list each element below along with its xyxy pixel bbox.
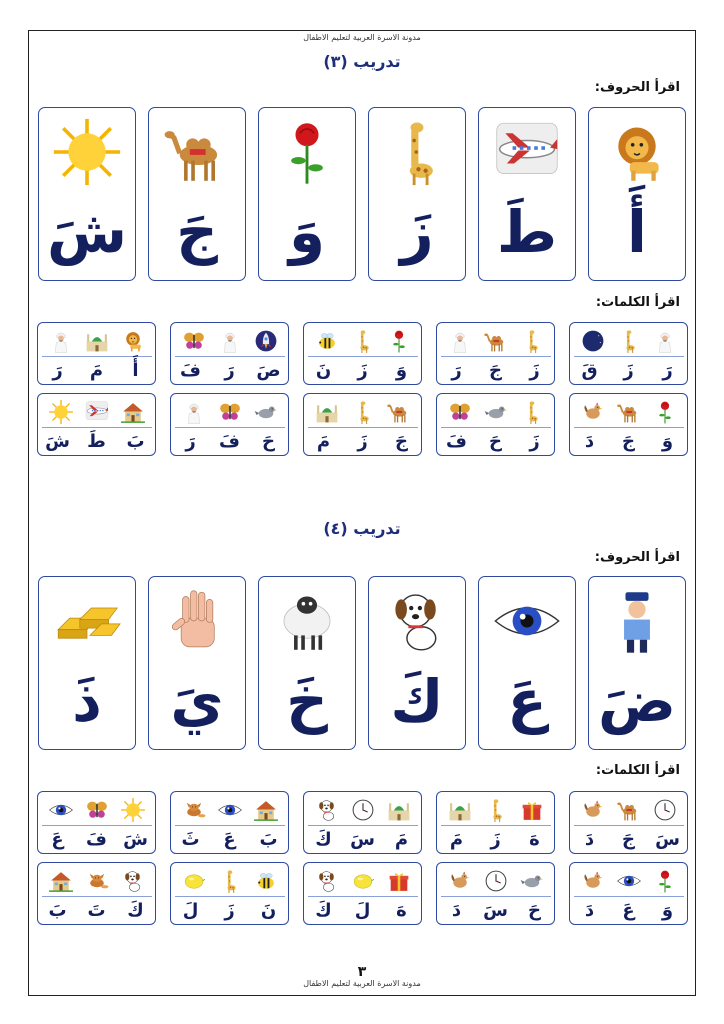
exercise-4-letters-label: اقرأ الحروف: bbox=[594, 550, 680, 565]
bee-icon bbox=[319, 333, 335, 348]
word-card-letter: زَ bbox=[529, 430, 540, 452]
rose-icon bbox=[659, 871, 670, 893]
word-card bbox=[436, 791, 555, 854]
word-card-pictures bbox=[44, 868, 150, 894]
letter-card-picture bbox=[378, 116, 456, 188]
butterfly-icon bbox=[220, 404, 240, 420]
fox-icon bbox=[90, 874, 109, 889]
sun-icon bbox=[121, 798, 145, 822]
pigeon-icon bbox=[521, 876, 543, 888]
word-card-letters bbox=[437, 428, 554, 454]
letter-card bbox=[368, 107, 466, 281]
word-card-picture-strip bbox=[576, 399, 682, 425]
word-card-letter: هَ bbox=[529, 828, 540, 850]
footer-note: مدونة الاسرة العربية لتعليم الاطفال bbox=[303, 979, 421, 988]
pigeon-icon bbox=[255, 407, 277, 419]
camel-icon bbox=[158, 116, 236, 188]
word-card-picture-strip bbox=[443, 399, 549, 425]
word-card-picture-strip bbox=[44, 797, 150, 823]
word-card-letter: بَ bbox=[48, 899, 67, 921]
word-card-pictures bbox=[576, 328, 682, 354]
word-card-letter: لَ bbox=[354, 899, 371, 921]
rose-icon bbox=[268, 116, 346, 188]
exercise-4-words-label: اقرأ الكلمات: bbox=[595, 763, 680, 778]
word-card-letter: مَ bbox=[316, 430, 331, 452]
word-card-letters bbox=[38, 826, 155, 852]
word-card-letter: زَ bbox=[224, 899, 235, 921]
word-card-letter: نَ bbox=[315, 359, 332, 381]
word-card-letters bbox=[437, 357, 554, 383]
word-card-letter: كَ bbox=[315, 828, 332, 850]
sun-icon bbox=[48, 116, 126, 188]
word-card-picture-strip bbox=[177, 328, 283, 354]
police-officer-icon bbox=[598, 585, 676, 657]
clock-icon bbox=[353, 800, 373, 820]
word-card-letters bbox=[304, 826, 421, 852]
letter-card bbox=[38, 576, 136, 750]
letter-card-letter: طَ bbox=[496, 198, 558, 266]
letter-card-letter: وَ bbox=[288, 198, 326, 266]
mosque-icon bbox=[317, 405, 338, 422]
letter-card-picture bbox=[598, 585, 676, 657]
word-card-letter: زَ bbox=[623, 359, 634, 381]
word-card bbox=[303, 393, 422, 456]
letter-card bbox=[368, 576, 466, 750]
exercise-4-letter-cards bbox=[38, 576, 688, 750]
lemon-icon bbox=[185, 875, 205, 889]
word-card bbox=[303, 322, 422, 385]
word-card-letter: جَ bbox=[622, 828, 635, 850]
word-card-pictures bbox=[310, 399, 416, 425]
letter-card bbox=[258, 576, 356, 750]
word-card-letter: وَ bbox=[661, 899, 674, 921]
exercise-3-word-cards bbox=[38, 322, 688, 456]
word-card-letter: نَ bbox=[260, 899, 277, 921]
lion-icon bbox=[598, 116, 676, 188]
eye-icon bbox=[219, 805, 242, 815]
word-card-picture-strip bbox=[177, 868, 283, 894]
giraffe-icon bbox=[360, 401, 368, 424]
word-card-pictures bbox=[44, 399, 150, 425]
word-card-letter: بَ bbox=[259, 828, 278, 850]
airplane-icon bbox=[488, 116, 566, 188]
word-card-letter: طَ bbox=[87, 430, 106, 452]
word-card bbox=[170, 322, 289, 385]
word-card bbox=[37, 791, 156, 854]
butterfly-icon bbox=[450, 404, 470, 420]
dog-icon bbox=[319, 872, 334, 892]
letter-card-picture bbox=[158, 116, 236, 188]
word-card-letter: صَ bbox=[256, 359, 281, 381]
word-card-letter: وَ bbox=[395, 359, 408, 381]
word-card-picture-strip bbox=[177, 797, 283, 823]
giraffe-icon bbox=[626, 330, 634, 353]
letter-card-picture bbox=[598, 116, 676, 188]
word-card bbox=[303, 791, 422, 854]
gift-icon bbox=[523, 802, 542, 820]
word-card-letter: سَ bbox=[483, 899, 508, 921]
letter-card-picture bbox=[48, 116, 126, 188]
clock-icon bbox=[486, 871, 506, 891]
word-card-letter: بَ bbox=[126, 430, 145, 452]
giraffe-icon bbox=[378, 116, 456, 188]
word-card bbox=[37, 393, 156, 456]
word-card-pictures bbox=[443, 399, 549, 425]
word-card-pictures bbox=[177, 797, 283, 823]
word-card bbox=[170, 862, 289, 925]
word-card-letter: كَ bbox=[127, 899, 144, 921]
word-card-letters bbox=[171, 897, 288, 923]
word-card-pictures bbox=[177, 868, 283, 894]
dog-icon bbox=[378, 585, 456, 657]
mosque-icon bbox=[389, 803, 410, 820]
word-card-letter: أَ bbox=[132, 359, 139, 381]
word-card-picture-strip bbox=[443, 868, 549, 894]
word-card-letter: قَ bbox=[581, 359, 598, 381]
word-card-letters bbox=[570, 357, 687, 383]
exercise-3-title: تدريب (٣) bbox=[323, 52, 401, 71]
word-card-letter: تَ bbox=[87, 899, 106, 921]
camel-icon bbox=[617, 404, 636, 422]
mosque-icon bbox=[450, 803, 471, 820]
word-card-letter: دَ bbox=[451, 899, 462, 921]
word-card-picture-strip bbox=[44, 328, 150, 354]
word-card-pictures bbox=[576, 868, 682, 894]
word-card-letter: دَ bbox=[584, 899, 595, 921]
word-card-letter: حَ bbox=[489, 430, 502, 452]
word-card-letter: رَ bbox=[451, 359, 462, 381]
dog-icon bbox=[125, 872, 140, 892]
word-card bbox=[37, 862, 156, 925]
lemon-icon bbox=[354, 875, 374, 889]
word-card-letter: شَ bbox=[123, 828, 148, 850]
word-card-letter: رَ bbox=[52, 359, 63, 381]
eye-icon bbox=[618, 876, 641, 886]
letter-card bbox=[38, 107, 136, 281]
word-card-picture-strip bbox=[177, 399, 283, 425]
rocket-icon bbox=[256, 331, 277, 352]
letter-card-letter: كَ bbox=[390, 667, 444, 735]
letter-card-letter: خَ bbox=[286, 667, 328, 735]
house-icon bbox=[254, 801, 278, 821]
word-card-letter: شَ bbox=[45, 430, 70, 452]
rooster-icon bbox=[584, 801, 602, 817]
word-card-letters bbox=[570, 826, 687, 852]
word-card-letter: مَ bbox=[449, 828, 464, 850]
man-icon bbox=[188, 404, 199, 424]
word-card-letters bbox=[437, 826, 554, 852]
word-card-pictures bbox=[44, 797, 150, 823]
rooster-icon bbox=[584, 872, 602, 888]
letter-card-letter: شَ bbox=[46, 198, 128, 266]
camel-icon bbox=[387, 404, 406, 422]
giraffe-icon bbox=[493, 799, 501, 822]
sun-icon bbox=[49, 400, 73, 424]
exercise-3-letters-label: اقرأ الحروف: bbox=[594, 80, 680, 95]
man-icon bbox=[55, 333, 66, 353]
letter-card-letter: عَ bbox=[507, 667, 547, 735]
page-number: ٣ bbox=[357, 964, 367, 980]
word-card-letter: فَ bbox=[86, 828, 107, 850]
word-card-pictures bbox=[44, 328, 150, 354]
eye-icon bbox=[50, 805, 73, 815]
word-card-letters bbox=[171, 428, 288, 454]
word-card-letter: حَ bbox=[262, 430, 275, 452]
letter-card bbox=[588, 107, 686, 281]
house-icon bbox=[49, 872, 73, 892]
word-card-letter: زَ bbox=[357, 430, 368, 452]
word-card-letter: حَ bbox=[528, 899, 541, 921]
word-card-letter: جَ bbox=[395, 430, 408, 452]
word-card-letter: سَ bbox=[350, 828, 375, 850]
word-card-picture-strip bbox=[310, 328, 416, 354]
camel-icon bbox=[484, 333, 503, 351]
word-card bbox=[569, 393, 688, 456]
word-card-letters bbox=[171, 826, 288, 852]
letter-card-picture bbox=[48, 585, 126, 657]
letter-card-letter: ذَ bbox=[72, 667, 102, 735]
word-card-pictures bbox=[310, 868, 416, 894]
word-card bbox=[303, 862, 422, 925]
word-card bbox=[569, 862, 688, 925]
mosque-icon bbox=[87, 334, 108, 351]
word-card-letter: فَ bbox=[180, 359, 201, 381]
header-note: مدونة الاسرة العربية لتعليم الاطفال bbox=[303, 33, 421, 42]
letter-card-letter: يَ bbox=[170, 667, 224, 735]
word-card-picture-strip bbox=[44, 399, 150, 425]
gold-bars-icon bbox=[48, 585, 126, 657]
letter-card bbox=[588, 576, 686, 750]
word-card bbox=[436, 393, 555, 456]
word-card-letter: رَ bbox=[185, 430, 196, 452]
hand-icon bbox=[158, 585, 236, 657]
rooster-icon bbox=[584, 403, 602, 419]
word-card-letters bbox=[38, 428, 155, 454]
word-card-letter: وَ bbox=[661, 430, 674, 452]
word-card bbox=[569, 791, 688, 854]
man-icon bbox=[224, 333, 235, 353]
word-card-letter: سَ bbox=[655, 828, 680, 850]
word-card-letter: هَ bbox=[396, 899, 407, 921]
word-card-picture-strip bbox=[310, 797, 416, 823]
man-icon bbox=[659, 333, 670, 353]
letter-card bbox=[478, 107, 576, 281]
letter-card-letter: ضَ bbox=[597, 667, 677, 735]
word-card-pictures bbox=[310, 797, 416, 823]
word-card-letter: عَ bbox=[223, 828, 236, 850]
letter-card-letter: زَ bbox=[400, 198, 434, 266]
word-card-letter: زَ bbox=[490, 828, 501, 850]
moon-icon bbox=[583, 331, 604, 352]
word-card-letter: دَ bbox=[584, 828, 595, 850]
word-card-letter: عَ bbox=[622, 899, 635, 921]
word-card-letters bbox=[437, 897, 554, 923]
letter-card-letter: أَ bbox=[627, 198, 647, 266]
butterfly-icon bbox=[87, 802, 107, 818]
pigeon-icon bbox=[485, 407, 507, 419]
letter-card-picture bbox=[378, 585, 456, 657]
word-card-letter: رَ bbox=[662, 359, 673, 381]
letter-card-picture bbox=[268, 585, 346, 657]
word-card bbox=[436, 862, 555, 925]
word-card bbox=[170, 393, 289, 456]
exercise-4-word-cards bbox=[38, 791, 688, 925]
word-card-letters bbox=[304, 897, 421, 923]
word-card-pictures bbox=[576, 399, 682, 425]
word-card-letter: رَ bbox=[224, 359, 235, 381]
word-card-pictures bbox=[443, 328, 549, 354]
giraffe-icon bbox=[360, 330, 368, 353]
word-card bbox=[37, 322, 156, 385]
word-card-letter: لَ bbox=[182, 899, 199, 921]
gift-icon bbox=[390, 873, 409, 891]
letter-card-picture bbox=[488, 585, 566, 657]
word-card-letters bbox=[570, 428, 687, 454]
letter-card bbox=[258, 107, 356, 281]
word-card-letter: جَ bbox=[622, 430, 635, 452]
letter-card-picture bbox=[158, 585, 236, 657]
word-card-letters bbox=[304, 357, 421, 383]
word-card-letter: جَ bbox=[489, 359, 502, 381]
word-card bbox=[170, 791, 289, 854]
word-card-pictures bbox=[177, 328, 283, 354]
bee-icon bbox=[258, 873, 274, 888]
word-card-letter: مَ bbox=[394, 828, 409, 850]
word-card bbox=[569, 322, 688, 385]
word-card-picture-strip bbox=[576, 868, 682, 894]
rooster-icon bbox=[451, 872, 469, 888]
lion-icon bbox=[126, 332, 141, 351]
exercise-4-title: تدريب (٤) bbox=[323, 519, 401, 538]
eye-icon bbox=[488, 585, 566, 657]
word-card-letter: فَ bbox=[446, 430, 467, 452]
letter-card bbox=[148, 576, 246, 750]
giraffe-icon bbox=[529, 330, 537, 353]
word-card-pictures bbox=[576, 797, 682, 823]
house-icon bbox=[121, 403, 145, 423]
word-card-pictures bbox=[310, 328, 416, 354]
dog-icon bbox=[319, 801, 334, 821]
camel-icon bbox=[617, 802, 636, 820]
exercise-3-words-label: اقرأ الكلمات: bbox=[595, 295, 680, 310]
giraffe-icon bbox=[227, 870, 235, 893]
word-card-letter: ثَ bbox=[181, 828, 200, 850]
letter-card-picture bbox=[488, 116, 566, 188]
word-card-letters bbox=[38, 897, 155, 923]
word-card-letters bbox=[171, 357, 288, 383]
word-card-letters bbox=[38, 357, 155, 383]
word-card-letter: دَ bbox=[584, 430, 595, 452]
giraffe-icon bbox=[529, 401, 537, 424]
airplane-icon bbox=[86, 402, 108, 420]
word-card-letters bbox=[570, 897, 687, 923]
word-card-letter: مَ bbox=[89, 359, 104, 381]
sheep-icon bbox=[268, 585, 346, 657]
word-card-letter: زَ bbox=[357, 359, 368, 381]
man-icon bbox=[454, 333, 465, 353]
letter-card bbox=[148, 107, 246, 281]
word-card-picture-strip bbox=[576, 797, 682, 823]
word-card-picture-strip bbox=[310, 399, 416, 425]
exercise-3-letter-cards bbox=[38, 107, 688, 281]
word-card-picture-strip bbox=[44, 868, 150, 894]
word-card-picture-strip bbox=[576, 328, 682, 354]
letter-card-picture bbox=[268, 116, 346, 188]
rose-icon bbox=[659, 402, 670, 424]
word-card-picture-strip bbox=[443, 797, 549, 823]
word-card-letter: فَ bbox=[219, 430, 240, 452]
word-card-letter: زَ bbox=[529, 359, 540, 381]
word-card-letter: كَ bbox=[315, 899, 332, 921]
letter-card bbox=[478, 576, 576, 750]
word-card-pictures bbox=[443, 868, 549, 894]
rose-icon bbox=[393, 331, 404, 353]
butterfly-icon bbox=[184, 333, 204, 349]
word-card-pictures bbox=[177, 399, 283, 425]
clock-icon bbox=[655, 800, 675, 820]
letter-card-letter: جَ bbox=[176, 198, 218, 266]
word-card bbox=[436, 322, 555, 385]
word-card-letter: عَ bbox=[51, 828, 64, 850]
fox-icon bbox=[187, 803, 206, 818]
word-card-picture-strip bbox=[310, 868, 416, 894]
word-card-picture-strip bbox=[443, 328, 549, 354]
word-card-letters bbox=[304, 428, 421, 454]
word-card-pictures bbox=[443, 797, 549, 823]
